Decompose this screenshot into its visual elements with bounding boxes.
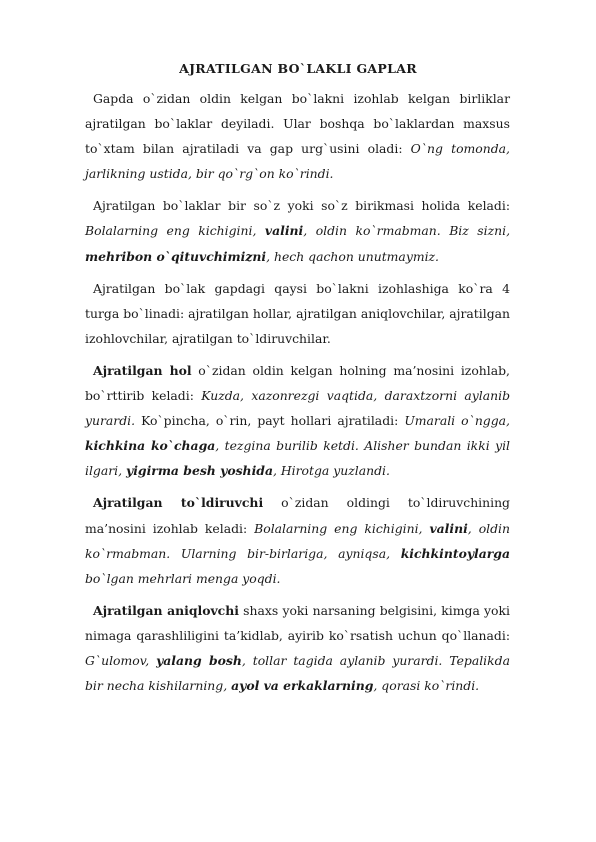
example-text: , oldin ko`rmabman. Biz sizni, bbox=[303, 223, 511, 239]
example-text: Umarali o`ngga, bbox=[404, 413, 510, 429]
paragraph bbox=[85, 193, 510, 268]
document-body bbox=[85, 86, 510, 698]
example-text: Bolalarning eng kichigini, bbox=[85, 223, 265, 239]
example-text: kichkintoylarga bbox=[400, 545, 510, 561]
example-text: yigirma besh yoshida bbox=[126, 463, 273, 479]
example-text: , qorasi ko`rindi. bbox=[373, 678, 480, 694]
paragraph-text: Ko`pincha, o`rin, payt hollari ajratiladi: bbox=[135, 413, 405, 429]
document-title: AJRATILGAN BO`LAKLI GAPLAR bbox=[179, 61, 417, 76]
example-text: Kuzda, xazonrezgi vaqtida, daraxtzorni aylanib yurardi. bbox=[85, 388, 511, 429]
example-text: kichkina ko`chaga bbox=[85, 438, 216, 454]
example-text: , Hirotga yuzlandi. bbox=[272, 463, 390, 479]
example-text: mehribon o`qituvchimizni bbox=[85, 248, 267, 264]
example-text: yalang bosh bbox=[156, 652, 242, 668]
paragraph bbox=[85, 598, 510, 698]
term-label: Ajratilgan aniqlovchi bbox=[93, 602, 239, 618]
example-text: , oldin ko`rmabman. Ularning bir-birlariga, ayniqsa, bbox=[85, 520, 510, 561]
paragraph-text: Ajratilgan bo`lak gapdagi qaysi bo`lakni izohlashiga ko`ra 4 turga bo`linadi: ajratilgan hollar, ajratilgan aniqlovchilar, ajratilgan izohlovchilar, ajratilgan to`ldiruvchilar. bbox=[85, 280, 510, 346]
paragraph-text: Ajratilgan bo`laklar bir so`z yoki so`z birikmasi holida keladi: bbox=[93, 198, 510, 214]
paragraph-text: Gapda o`zidan oldin kelgan bo`lakni izohlab kelgan birliklar ajratilgan bo`laklar deyiladi. Ular boshqa bo`laklardan maxsus to`xtam bilan ajratiladi va gap urg`usini oladi: bbox=[85, 91, 510, 157]
example-text: bo`lgan mehrlari menga yoqdi. bbox=[85, 570, 281, 586]
example-text: valini bbox=[264, 223, 304, 239]
paragraph bbox=[85, 86, 510, 186]
paragraph-text: o`zidan oldin kelgan holning ma’nosini izohlab, bo`rttirib keladi: bbox=[85, 362, 510, 404]
paragraph bbox=[85, 276, 510, 351]
example-text: G`ulomov, bbox=[85, 652, 157, 668]
example-text: ayol va erkaklarning bbox=[231, 678, 374, 694]
example-text: valini bbox=[429, 520, 468, 536]
term-label: Ajratilgan hol bbox=[93, 362, 192, 378]
example-text: , tollar tagida aylanib yurardi. Tepalikda bir necha kishilarning, bbox=[85, 652, 510, 694]
example-text: , hech qachon unutmaymiz. bbox=[266, 248, 439, 264]
paragraph-text: shaxs yoki narsaning belgisini, kimga yoki nimaga qarashliligini ta’kidlab, ayirib ko`rsatish uchun qo`llanadi: bbox=[85, 602, 510, 643]
example-text: O`ng tomonda, jarlikning ustida, bir qo`rg`on ko`rindi. bbox=[85, 141, 510, 182]
paragraph bbox=[85, 490, 510, 590]
term-label: Ajratilgan to`ldiruvchi bbox=[93, 495, 264, 511]
paragraph bbox=[85, 358, 510, 483]
example-text: , tezgina burilib ketdi. Alisher bundan ikki yil ilgari, bbox=[85, 438, 510, 479]
example-text: Bolalarning eng kichigini, bbox=[254, 520, 430, 536]
paragraph-text: o`zidan oldingi to`ldiruvchining ma’nosini izohlab keladi: bbox=[85, 495, 510, 536]
